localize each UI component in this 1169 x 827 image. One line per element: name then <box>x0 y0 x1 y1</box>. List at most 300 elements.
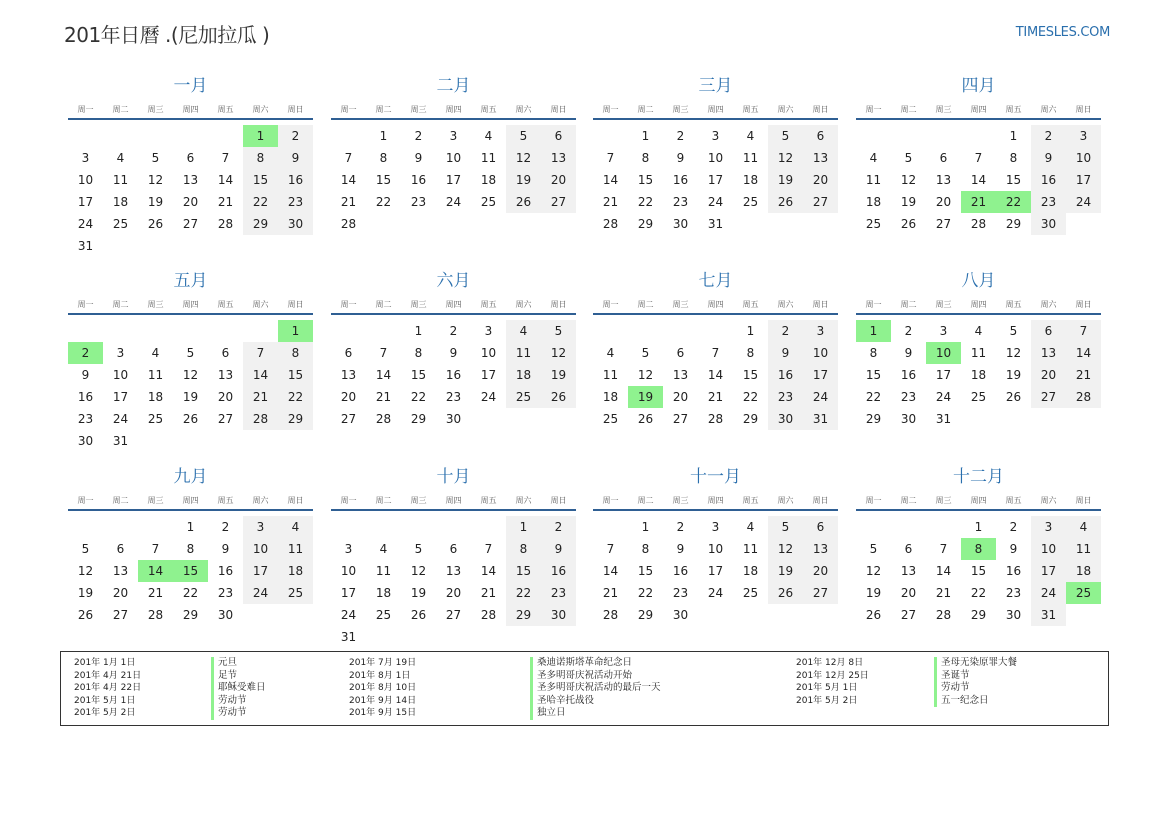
day-cell[interactable]: 4 <box>379 542 388 556</box>
day-cell[interactable]: 19 <box>768 169 803 191</box>
day-cell[interactable]: 3 <box>1031 516 1066 538</box>
day-cell[interactable]: 31 <box>77 239 94 253</box>
day-cell[interactable]: 9 <box>1031 147 1066 169</box>
day-cell[interactable]: 27 <box>541 191 576 213</box>
day-cell[interactable]: 4 <box>506 320 541 342</box>
day-cell[interactable]: 9 <box>676 151 685 165</box>
day-cell[interactable]: 9 <box>904 346 913 360</box>
day-cell[interactable]: 7 <box>606 151 615 165</box>
day-cell[interactable]: 6 <box>676 346 685 360</box>
day-cell[interactable]: 25 <box>865 217 882 231</box>
day-cell[interactable]: 12 <box>865 564 882 578</box>
day-cell[interactable]: 7 <box>974 151 983 165</box>
day-cell[interactable]: 2 <box>676 129 685 143</box>
day-cell[interactable]: 26 <box>900 217 917 231</box>
day-cell[interactable]: 15 <box>506 560 541 582</box>
day-cell[interactable]: 26 <box>637 412 654 426</box>
day-cell[interactable]: 5 <box>1009 324 1018 338</box>
day-cell[interactable]: 27 <box>672 412 689 426</box>
day-cell[interactable]: 7 <box>1066 320 1101 342</box>
day-cell[interactable]: 10 <box>77 173 94 187</box>
day-cell[interactable]: 12 <box>1005 346 1022 360</box>
day-cell[interactable]: 7 <box>484 542 493 556</box>
day-cell[interactable]: 28 <box>935 608 952 622</box>
day-cell[interactable]: 3 <box>449 129 458 143</box>
day-cell[interactable]: 19 <box>768 560 803 582</box>
day-cell[interactable]: 6 <box>939 151 948 165</box>
day-cell[interactable]: 15 <box>375 173 392 187</box>
day-cell[interactable]: 7 <box>939 542 948 556</box>
day-cell[interactable]: 9 <box>221 542 230 556</box>
day-cell[interactable]: 7 <box>221 151 230 165</box>
day-cell[interactable]: 7 <box>344 151 353 165</box>
day-cell[interactable]: 8 <box>278 342 313 364</box>
day-cell[interactable]: 25 <box>970 390 987 404</box>
day-cell[interactable]: 25 <box>147 412 164 426</box>
day-cell[interactable]: 17 <box>340 586 357 600</box>
day-cell[interactable]: 3 <box>81 151 90 165</box>
day-cell[interactable]: 12 <box>506 147 541 169</box>
day-cell[interactable]: 1 <box>746 324 755 338</box>
day-cell[interactable]: 30 <box>278 213 313 235</box>
day-cell[interactable]: 13 <box>803 147 838 169</box>
day-cell[interactable]: 1 <box>506 516 541 538</box>
day-cell[interactable]: 29 <box>637 608 654 622</box>
day-cell[interactable]: 6 <box>221 346 230 360</box>
day-cell[interactable]: 10 <box>707 542 724 556</box>
day-cell[interactable]: 22 <box>243 191 278 213</box>
day-cell[interactable]: 14 <box>243 364 278 386</box>
day-cell[interactable]: 4 <box>278 516 313 538</box>
day-cell[interactable]: 28 <box>243 408 278 430</box>
day-cell[interactable]: 26 <box>768 191 803 213</box>
holiday-day-cell[interactable]: 8 <box>961 538 996 560</box>
day-cell[interactable]: 1 <box>1009 129 1018 143</box>
day-cell[interactable]: 20 <box>672 390 689 404</box>
day-cell[interactable]: 18 <box>375 586 392 600</box>
day-cell[interactable]: 20 <box>112 586 129 600</box>
day-cell[interactable]: 15 <box>742 368 759 382</box>
day-cell[interactable]: 29 <box>1005 217 1022 231</box>
day-cell[interactable]: 21 <box>602 586 619 600</box>
day-cell[interactable]: 24 <box>1031 582 1066 604</box>
day-cell[interactable]: 5 <box>186 346 195 360</box>
day-cell[interactable]: 4 <box>1066 516 1101 538</box>
day-cell[interactable]: 17 <box>803 364 838 386</box>
day-cell[interactable]: 24 <box>480 390 497 404</box>
day-cell[interactable]: 14 <box>970 173 987 187</box>
day-cell[interactable]: 8 <box>506 538 541 560</box>
day-cell[interactable]: 5 <box>641 346 650 360</box>
day-cell[interactable]: 19 <box>506 169 541 191</box>
day-cell[interactable]: 19 <box>865 586 882 600</box>
day-cell[interactable]: 18 <box>147 390 164 404</box>
day-cell[interactable]: 14 <box>375 368 392 382</box>
day-cell[interactable]: 1 <box>641 129 650 143</box>
day-cell[interactable]: 9 <box>278 147 313 169</box>
day-cell[interactable]: 2 <box>676 520 685 534</box>
day-cell[interactable]: 26 <box>541 386 576 408</box>
day-cell[interactable]: 28 <box>1066 386 1101 408</box>
day-cell[interactable]: 21 <box>217 195 234 209</box>
day-cell[interactable]: 3 <box>116 346 125 360</box>
day-cell[interactable]: 10 <box>480 346 497 360</box>
day-cell[interactable]: 4 <box>746 520 755 534</box>
day-cell[interactable]: 1 <box>414 324 423 338</box>
day-cell[interactable]: 9 <box>768 342 803 364</box>
day-cell[interactable]: 12 <box>147 173 164 187</box>
day-cell[interactable]: 11 <box>742 151 759 165</box>
day-cell[interactable]: 13 <box>803 538 838 560</box>
day-cell[interactable]: 3 <box>711 520 720 534</box>
day-cell[interactable]: 27 <box>1031 386 1066 408</box>
day-cell[interactable]: 29 <box>637 217 654 231</box>
day-cell[interactable]: 10 <box>707 151 724 165</box>
day-cell[interactable]: 12 <box>768 538 803 560</box>
day-cell[interactable]: 28 <box>602 608 619 622</box>
day-cell[interactable]: 4 <box>606 346 615 360</box>
day-cell[interactable]: 28 <box>147 608 164 622</box>
day-cell[interactable]: 6 <box>186 151 195 165</box>
day-cell[interactable]: 31 <box>707 217 724 231</box>
holiday-day-cell[interactable]: 22 <box>996 191 1031 213</box>
day-cell[interactable]: 29 <box>410 412 427 426</box>
day-cell[interactable]: 9 <box>414 151 423 165</box>
day-cell[interactable]: 14 <box>602 564 619 578</box>
day-cell[interactable]: 12 <box>410 564 427 578</box>
day-cell[interactable]: 13 <box>445 564 462 578</box>
day-cell[interactable]: 17 <box>77 195 94 209</box>
day-cell[interactable]: 6 <box>344 346 353 360</box>
day-cell[interactable]: 24 <box>1066 191 1101 213</box>
day-cell[interactable]: 27 <box>112 608 129 622</box>
day-cell[interactable]: 8 <box>869 346 878 360</box>
day-cell[interactable]: 4 <box>974 324 983 338</box>
day-cell[interactable]: 17 <box>935 368 952 382</box>
holiday-day-cell[interactable]: 1 <box>856 320 891 342</box>
day-cell[interactable]: 31 <box>1031 604 1066 626</box>
day-cell[interactable]: 22 <box>637 586 654 600</box>
day-cell[interactable]: 12 <box>768 147 803 169</box>
day-cell[interactable]: 1 <box>379 129 388 143</box>
day-cell[interactable]: 28 <box>480 608 497 622</box>
day-cell[interactable]: 11 <box>742 542 759 556</box>
day-cell[interactable]: 10 <box>340 564 357 578</box>
day-cell[interactable]: 14 <box>1066 342 1101 364</box>
day-cell[interactable]: 22 <box>278 386 313 408</box>
holiday-day-cell[interactable]: 1 <box>243 125 278 147</box>
day-cell[interactable]: 27 <box>217 412 234 426</box>
day-cell[interactable]: 3 <box>803 320 838 342</box>
day-cell[interactable]: 23 <box>217 586 234 600</box>
day-cell[interactable]: 25 <box>742 586 759 600</box>
day-cell[interactable]: 20 <box>182 195 199 209</box>
day-cell[interactable]: 16 <box>541 560 576 582</box>
day-cell[interactable]: 12 <box>637 368 654 382</box>
day-cell[interactable]: 9 <box>676 542 685 556</box>
day-cell[interactable]: 23 <box>445 390 462 404</box>
day-cell[interactable]: 17 <box>112 390 129 404</box>
day-cell[interactable]: 1 <box>186 520 195 534</box>
day-cell[interactable]: 5 <box>904 151 913 165</box>
day-cell[interactable]: 14 <box>602 173 619 187</box>
day-cell[interactable]: 21 <box>147 586 164 600</box>
day-cell[interactable]: 4 <box>116 151 125 165</box>
day-cell[interactable]: 27 <box>445 608 462 622</box>
day-cell[interactable]: 2 <box>768 320 803 342</box>
day-cell[interactable]: 23 <box>278 191 313 213</box>
day-cell[interactable]: 13 <box>900 564 917 578</box>
holiday-day-cell[interactable]: 19 <box>628 386 663 408</box>
day-cell[interactable]: 8 <box>746 346 755 360</box>
day-cell[interactable]: 4 <box>151 346 160 360</box>
day-cell[interactable]: 10 <box>1066 147 1101 169</box>
day-cell[interactable]: 4 <box>484 129 493 143</box>
day-cell[interactable]: 8 <box>379 151 388 165</box>
day-cell[interactable]: 30 <box>445 412 462 426</box>
day-cell[interactable]: 16 <box>900 368 917 382</box>
day-cell[interactable]: 5 <box>151 151 160 165</box>
day-cell[interactable]: 23 <box>672 195 689 209</box>
day-cell[interactable]: 26 <box>1005 390 1022 404</box>
day-cell[interactable]: 30 <box>1005 608 1022 622</box>
day-cell[interactable]: 5 <box>414 542 423 556</box>
day-cell[interactable]: 20 <box>803 169 838 191</box>
day-cell[interactable]: 21 <box>602 195 619 209</box>
day-cell[interactable]: 27 <box>803 582 838 604</box>
day-cell[interactable]: 24 <box>707 586 724 600</box>
day-cell[interactable]: 30 <box>672 608 689 622</box>
day-cell[interactable]: 23 <box>77 412 94 426</box>
day-cell[interactable]: 16 <box>410 173 427 187</box>
day-cell[interactable]: 27 <box>900 608 917 622</box>
day-cell[interactable]: 5 <box>768 516 803 538</box>
day-cell[interactable]: 8 <box>186 542 195 556</box>
day-cell[interactable]: 22 <box>410 390 427 404</box>
day-cell[interactable]: 11 <box>602 368 619 382</box>
day-cell[interactable]: 6 <box>1031 320 1066 342</box>
day-cell[interactable]: 13 <box>541 147 576 169</box>
day-cell[interactable]: 23 <box>900 390 917 404</box>
day-cell[interactable]: 30 <box>541 604 576 626</box>
day-cell[interactable]: 2 <box>904 324 913 338</box>
holiday-day-cell[interactable]: 1 <box>278 320 313 342</box>
day-cell[interactable]: 3 <box>1066 125 1101 147</box>
day-cell[interactable]: 15 <box>1005 173 1022 187</box>
day-cell[interactable]: 19 <box>900 195 917 209</box>
day-cell[interactable]: 1 <box>641 520 650 534</box>
day-cell[interactable]: 16 <box>768 364 803 386</box>
day-cell[interactable]: 6 <box>803 125 838 147</box>
day-cell[interactable]: 18 <box>742 173 759 187</box>
day-cell[interactable]: 30 <box>217 608 234 622</box>
day-cell[interactable]: 25 <box>375 608 392 622</box>
day-cell[interactable]: 26 <box>768 582 803 604</box>
day-cell[interactable]: 23 <box>541 582 576 604</box>
holiday-day-cell[interactable]: 15 <box>173 560 208 582</box>
holiday-day-cell[interactable]: 21 <box>961 191 996 213</box>
day-cell[interactable]: 26 <box>77 608 94 622</box>
day-cell[interactable]: 16 <box>278 169 313 191</box>
day-cell[interactable]: 29 <box>182 608 199 622</box>
day-cell[interactable]: 25 <box>506 386 541 408</box>
day-cell[interactable]: 15 <box>637 564 654 578</box>
day-cell[interactable]: 3 <box>484 324 493 338</box>
day-cell[interactable]: 24 <box>803 386 838 408</box>
day-cell[interactable]: 20 <box>217 390 234 404</box>
day-cell[interactable]: 5 <box>768 125 803 147</box>
day-cell[interactable]: 18 <box>970 368 987 382</box>
day-cell[interactable]: 14 <box>707 368 724 382</box>
day-cell[interactable]: 7 <box>243 342 278 364</box>
day-cell[interactable]: 12 <box>182 368 199 382</box>
day-cell[interactable]: 10 <box>445 151 462 165</box>
day-cell[interactable]: 17 <box>480 368 497 382</box>
day-cell[interactable]: 8 <box>641 151 650 165</box>
day-cell[interactable]: 13 <box>340 368 357 382</box>
day-cell[interactable]: 16 <box>672 564 689 578</box>
day-cell[interactable]: 29 <box>742 412 759 426</box>
day-cell[interactable]: 22 <box>506 582 541 604</box>
day-cell[interactable]: 28 <box>602 217 619 231</box>
day-cell[interactable]: 26 <box>182 412 199 426</box>
day-cell[interactable]: 25 <box>278 582 313 604</box>
day-cell[interactable]: 2 <box>1031 125 1066 147</box>
day-cell[interactable]: 11 <box>278 538 313 560</box>
day-cell[interactable]: 10 <box>803 342 838 364</box>
day-cell[interactable]: 27 <box>803 191 838 213</box>
day-cell[interactable]: 7 <box>379 346 388 360</box>
day-cell[interactable]: 28 <box>970 217 987 231</box>
day-cell[interactable]: 13 <box>672 368 689 382</box>
day-cell[interactable]: 11 <box>112 173 129 187</box>
day-cell[interactable]: 4 <box>869 151 878 165</box>
day-cell[interactable]: 19 <box>182 390 199 404</box>
day-cell[interactable]: 23 <box>1005 586 1022 600</box>
day-cell[interactable]: 13 <box>112 564 129 578</box>
day-cell[interactable]: 25 <box>602 412 619 426</box>
day-cell[interactable]: 20 <box>541 169 576 191</box>
day-cell[interactable]: 18 <box>480 173 497 187</box>
day-cell[interactable]: 3 <box>243 516 278 538</box>
day-cell[interactable]: 15 <box>410 368 427 382</box>
day-cell[interactable]: 5 <box>869 542 878 556</box>
day-cell[interactable]: 4 <box>746 129 755 143</box>
day-cell[interactable]: 27 <box>340 412 357 426</box>
day-cell[interactable]: 19 <box>77 586 94 600</box>
day-cell[interactable]: 10 <box>1031 538 1066 560</box>
day-cell[interactable]: 16 <box>1005 564 1022 578</box>
day-cell[interactable]: 25 <box>480 195 497 209</box>
day-cell[interactable]: 21 <box>243 386 278 408</box>
day-cell[interactable]: 14 <box>340 173 357 187</box>
day-cell[interactable]: 17 <box>707 173 724 187</box>
day-cell[interactable]: 13 <box>1031 342 1066 364</box>
day-cell[interactable]: 28 <box>375 412 392 426</box>
day-cell[interactable]: 22 <box>865 390 882 404</box>
day-cell[interactable]: 11 <box>480 151 497 165</box>
day-cell[interactable]: 26 <box>506 191 541 213</box>
day-cell[interactable]: 30 <box>900 412 917 426</box>
day-cell[interactable]: 15 <box>637 173 654 187</box>
day-cell[interactable]: 20 <box>803 560 838 582</box>
day-cell[interactable]: 18 <box>112 195 129 209</box>
day-cell[interactable]: 10 <box>112 368 129 382</box>
day-cell[interactable]: 3 <box>711 129 720 143</box>
day-cell[interactable]: 22 <box>970 586 987 600</box>
day-cell[interactable]: 13 <box>935 173 952 187</box>
day-cell[interactable]: 7 <box>711 346 720 360</box>
day-cell[interactable]: 11 <box>147 368 164 382</box>
day-cell[interactable]: 12 <box>77 564 94 578</box>
day-cell[interactable]: 2 <box>278 125 313 147</box>
day-cell[interactable]: 14 <box>935 564 952 578</box>
day-cell[interactable]: 2 <box>449 324 458 338</box>
day-cell[interactable]: 11 <box>970 346 987 360</box>
day-cell[interactable]: 29 <box>865 412 882 426</box>
day-cell[interactable]: 18 <box>865 195 882 209</box>
day-cell[interactable]: 2 <box>221 520 230 534</box>
holiday-day-cell[interactable]: 10 <box>926 342 961 364</box>
day-cell[interactable]: 2 <box>414 129 423 143</box>
day-cell[interactable]: 17 <box>445 173 462 187</box>
day-cell[interactable]: 17 <box>243 560 278 582</box>
day-cell[interactable]: 23 <box>672 586 689 600</box>
day-cell[interactable]: 16 <box>672 173 689 187</box>
day-cell[interactable]: 6 <box>449 542 458 556</box>
day-cell[interactable]: 22 <box>742 390 759 404</box>
day-cell[interactable]: 20 <box>900 586 917 600</box>
holiday-day-cell[interactable]: 2 <box>68 342 103 364</box>
day-cell[interactable]: 16 <box>217 564 234 578</box>
day-cell[interactable]: 16 <box>1031 169 1066 191</box>
day-cell[interactable]: 8 <box>641 542 650 556</box>
day-cell[interactable]: 21 <box>935 586 952 600</box>
holiday-day-cell[interactable]: 14 <box>138 560 173 582</box>
day-cell[interactable]: 18 <box>742 564 759 578</box>
day-cell[interactable]: 11 <box>375 564 392 578</box>
day-cell[interactable]: 7 <box>151 542 160 556</box>
day-cell[interactable]: 5 <box>506 125 541 147</box>
day-cell[interactable]: 6 <box>541 125 576 147</box>
day-cell[interactable]: 16 <box>445 368 462 382</box>
day-cell[interactable]: 28 <box>217 217 234 231</box>
day-cell[interactable]: 23 <box>1031 191 1066 213</box>
day-cell[interactable]: 13 <box>182 173 199 187</box>
day-cell[interactable]: 16 <box>77 390 94 404</box>
day-cell[interactable]: 24 <box>707 195 724 209</box>
day-cell[interactable]: 2 <box>541 516 576 538</box>
day-cell[interactable]: 12 <box>541 342 576 364</box>
day-cell[interactable]: 15 <box>278 364 313 386</box>
day-cell[interactable]: 20 <box>935 195 952 209</box>
day-cell[interactable]: 27 <box>182 217 199 231</box>
day-cell[interactable]: 29 <box>243 213 278 235</box>
day-cell[interactable]: 28 <box>707 412 724 426</box>
day-cell[interactable]: 10 <box>243 538 278 560</box>
day-cell[interactable]: 6 <box>803 516 838 538</box>
day-cell[interactable]: 24 <box>77 217 94 231</box>
day-cell[interactable]: 20 <box>340 390 357 404</box>
day-cell[interactable]: 18 <box>1066 560 1101 582</box>
day-cell[interactable]: 11 <box>506 342 541 364</box>
day-cell[interactable]: 8 <box>243 147 278 169</box>
day-cell[interactable]: 22 <box>637 195 654 209</box>
day-cell[interactable]: 11 <box>865 173 882 187</box>
day-cell[interactable]: 25 <box>112 217 129 231</box>
day-cell[interactable]: 19 <box>147 195 164 209</box>
day-cell[interactable]: 25 <box>742 195 759 209</box>
